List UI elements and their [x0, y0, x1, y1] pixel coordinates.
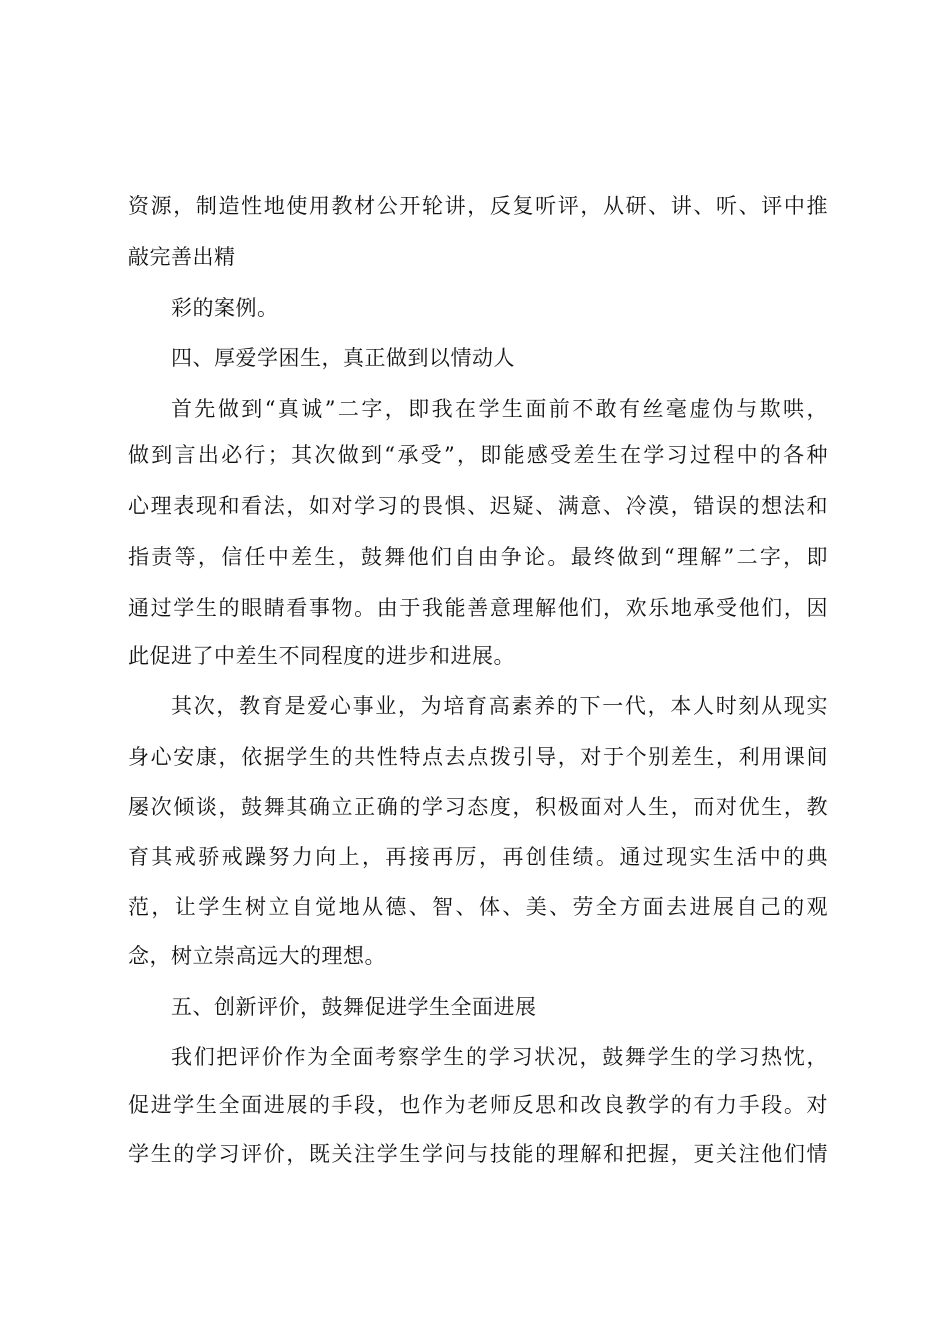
text-line: 学生的学习评价，既关注学生学问与技能的理解和把握，更关注他们情: [128, 1142, 828, 1166]
text-line: 敲完善出精: [128, 245, 236, 269]
text-line: 通过学生的眼睛看事物。由于我能善意理解他们，欢乐地承受他们，因: [128, 596, 828, 620]
text-line: 身心安康，依据学生的共性特点去点拨引导，对于个别差生，利用课间: [128, 745, 828, 769]
text-line: 资源，制造性地使用教材公开轮讲，反复听评，从研、讲、听、评中推: [128, 194, 828, 218]
text-line: 范，让学生树立自觉地从德、智、体、美、劳全方面去进展自己的观: [128, 895, 828, 919]
text-line: 做到言出必行；其次做到“承受”，即能感受差生在学习过程中的各种: [128, 443, 828, 467]
text-line: 首先做到“真诚”二字，即我在学生面前不敢有丝毫虚伪与欺哄，: [171, 397, 828, 421]
text-line: 念，树立崇高远大的理想。: [128, 944, 386, 968]
section-heading: 四、厚爱学困生，真正做到以情动人: [171, 346, 515, 370]
text-line: 此促进了中差生不同程度的进步和进展。: [128, 644, 515, 668]
section-heading: 五、创新评价，鼓舞促进学生全面进展: [171, 995, 537, 1019]
text-line: 促进学生全面进展的手段，也作为老师反思和改良教学的有力手段。对: [128, 1093, 828, 1117]
text-line: 其次，教育是爱心事业，为培育高素养的下一代，本人时刻从现实: [171, 694, 828, 718]
text-line: 屡次倾谈，鼓舞其确立正确的学习态度，积极面对人生，而对优生，教: [128, 795, 828, 819]
text-line: 我们把评价作为全面考察学生的学习状况，鼓舞学生的学习热忱，: [171, 1045, 828, 1069]
text-line: 育其戒骄戒躁努力向上，再接再厉，再创佳绩。通过现实生活中的典: [128, 845, 828, 869]
text-line: 指责等，信任中差生，鼓舞他们自由争论。最终做到“理解”二字，即: [128, 545, 828, 569]
text-line: 彩的案例。: [171, 296, 279, 320]
text-line: 心理表现和看法，如对学习的畏惧、迟疑、满意、冷漠，错误的想法和: [128, 494, 828, 518]
